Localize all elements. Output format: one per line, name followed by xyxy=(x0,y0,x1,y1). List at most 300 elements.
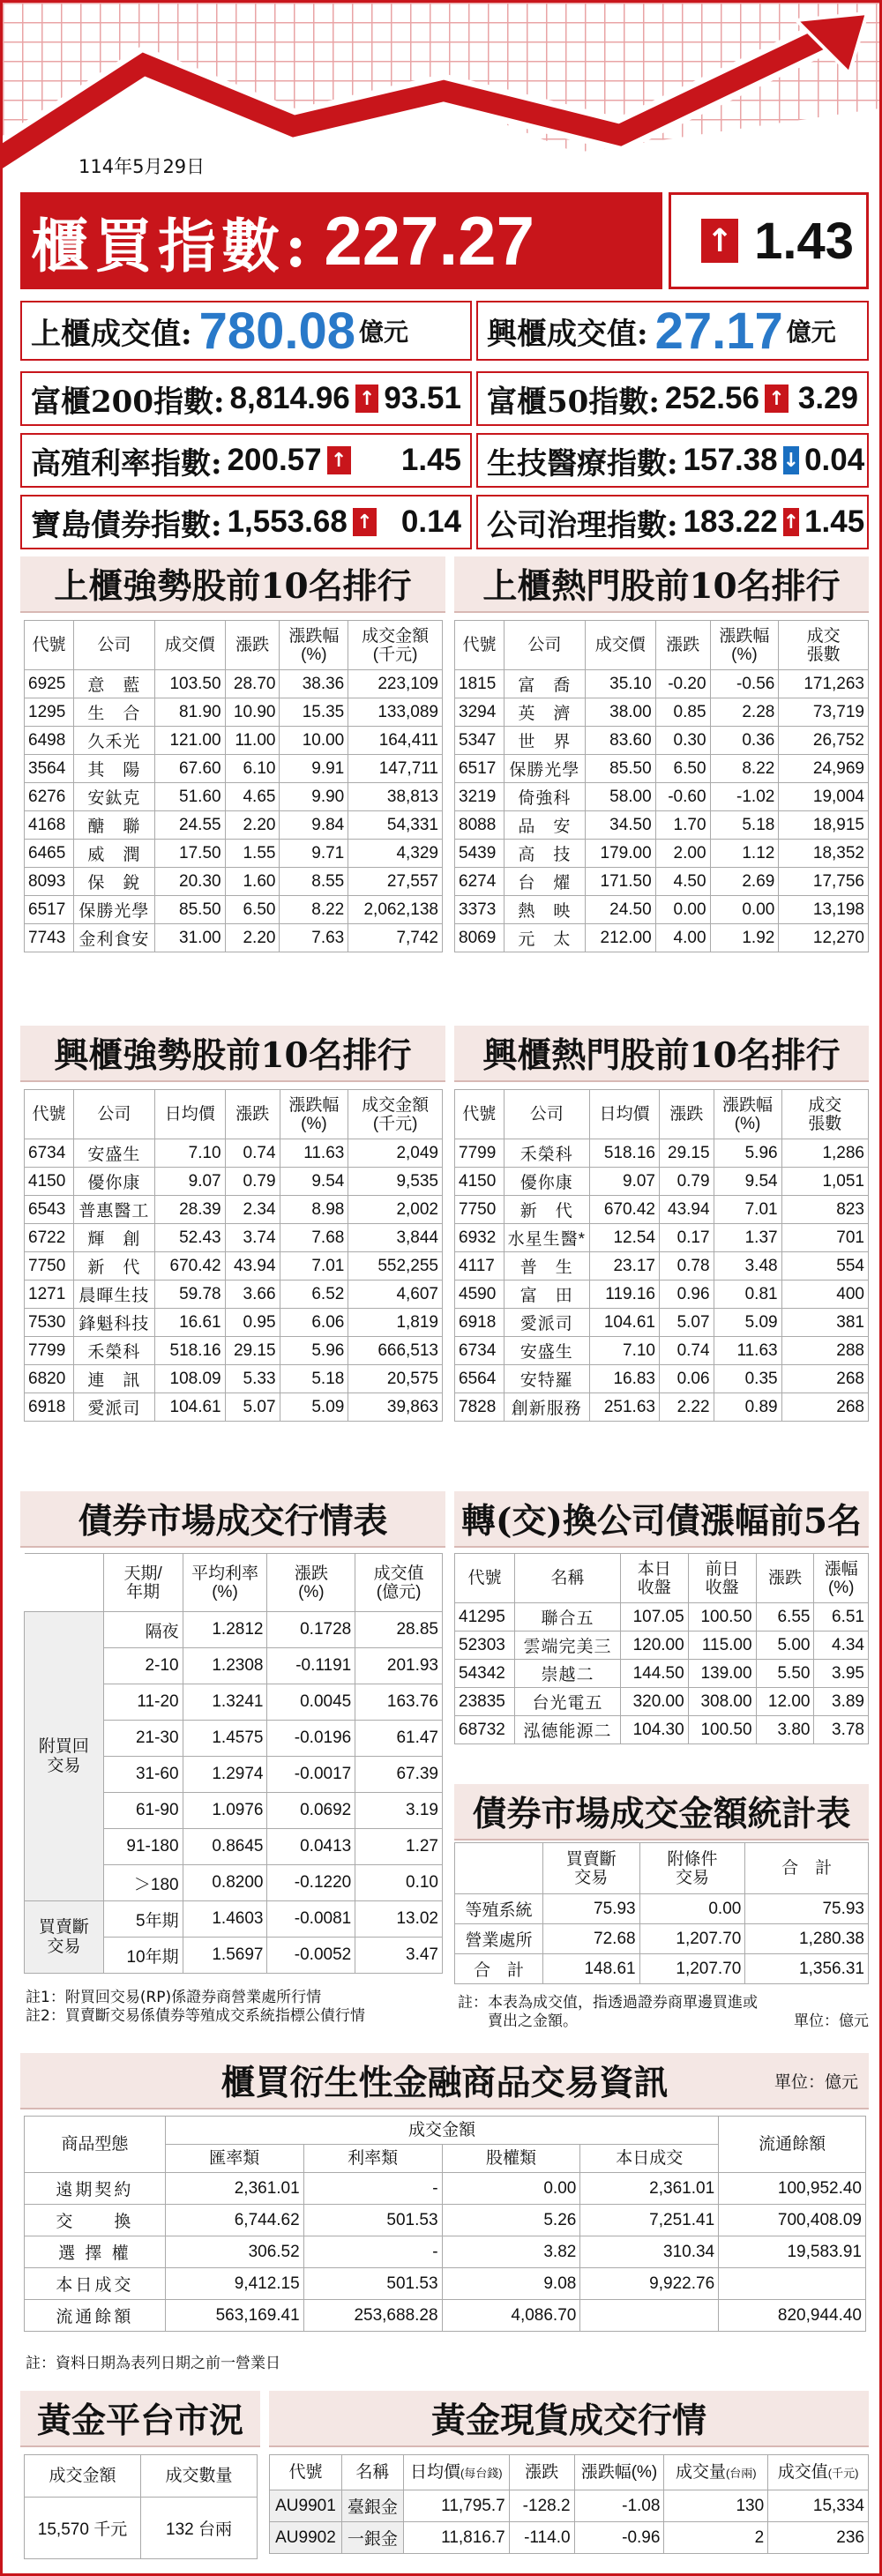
table-cell: 10年期 xyxy=(103,1938,183,1974)
table-cell: 6,744.62 xyxy=(165,2205,303,2236)
table-cell: 670.42 xyxy=(590,1196,660,1224)
table-cell: 5.09 xyxy=(714,1309,781,1337)
otc-index-value: 227.27 xyxy=(324,201,534,280)
column-header: 公司 xyxy=(73,621,154,670)
table-cell: 13.02 xyxy=(355,1901,443,1938)
table-cell: 0.36 xyxy=(710,727,779,755)
column-header: 漲幅 (%) xyxy=(814,1554,869,1603)
column-header: 名稱 xyxy=(515,1554,621,1603)
table-row xyxy=(455,1281,869,1309)
table-cell: 108.09 xyxy=(154,1365,225,1393)
table-cell: 164,411 xyxy=(348,727,443,755)
index-row xyxy=(476,433,869,488)
table-cell: 2,049 xyxy=(348,1139,443,1168)
table-cell: 20,575 xyxy=(348,1365,443,1393)
table-cell: 28.70 xyxy=(225,670,280,698)
report-date: 114年5月29日 xyxy=(78,156,206,177)
table-cell: 新 代 xyxy=(73,1252,154,1281)
column-header: 公司 xyxy=(504,621,585,670)
table-cell: 8.98 xyxy=(280,1196,348,1224)
table-cell: 72.68 xyxy=(542,1924,639,1954)
table-cell: 23.17 xyxy=(590,1252,660,1281)
table-cell: 9,535 xyxy=(348,1168,443,1196)
table-cell: 0.0413 xyxy=(267,1829,355,1865)
table-cell: 0.96 xyxy=(659,1281,714,1309)
bond-market-table xyxy=(24,1553,443,1974)
table-cell: 0.81 xyxy=(714,1281,781,1309)
table-cell: 3564 xyxy=(25,755,74,783)
table-cell: 0.0045 xyxy=(267,1684,355,1721)
index-value: 8,814.96 xyxy=(229,381,350,415)
column-header: 本日成交 xyxy=(580,2145,719,2173)
table-cell: 148.61 xyxy=(542,1954,639,1984)
table-cell: 1,280.38 xyxy=(745,1924,869,1954)
table-row xyxy=(25,2268,866,2300)
index-value: 157.38 xyxy=(683,443,778,477)
table-row xyxy=(455,1168,869,1196)
table-cell: 元 太 xyxy=(504,924,585,952)
table-cell: 6932 xyxy=(455,1224,505,1252)
table-cell: 133,089 xyxy=(348,698,443,727)
table-cell: 59.78 xyxy=(154,1281,225,1309)
table-cell: 0.00 xyxy=(639,1894,745,1924)
table-cell: 31-60 xyxy=(103,1757,183,1793)
bond-stats-notes xyxy=(458,1994,869,2031)
table-cell: 4150 xyxy=(25,1168,74,1196)
table-cell: 12.54 xyxy=(590,1224,660,1252)
column-header: 日均價(每台錢) xyxy=(403,2455,509,2490)
table-cell: 營業處所 xyxy=(455,1924,543,1954)
table-cell: 147,711 xyxy=(348,755,443,783)
table-cell: 0.17 xyxy=(659,1224,714,1252)
table-cell: 27,557 xyxy=(348,868,443,896)
table-cell: 優你康 xyxy=(504,1168,589,1196)
bond-stats-unit: 單位：億元 xyxy=(794,2012,869,2030)
table-cell: 保 銳 xyxy=(73,868,154,896)
table-row xyxy=(25,811,443,840)
table-cell: 171.50 xyxy=(585,868,655,896)
table-cell: 7.10 xyxy=(590,1337,660,1365)
table-cell: 13,198 xyxy=(779,896,869,924)
table-row xyxy=(455,840,869,868)
index-value: 183.22 xyxy=(683,504,778,539)
table-row xyxy=(455,755,869,783)
table-cell: 11-20 xyxy=(103,1684,183,1721)
table-cell: 35.10 xyxy=(585,670,655,698)
table-cell: 7750 xyxy=(455,1196,505,1224)
table-cell: 6498 xyxy=(25,727,74,755)
column-header: 成交價 xyxy=(154,621,225,670)
table-cell: 236 xyxy=(768,2522,869,2554)
table-cell: 7799 xyxy=(25,1337,74,1365)
table-cell: 8093 xyxy=(25,868,74,896)
table-cell: 17.50 xyxy=(154,840,225,868)
table-cell: 合 計 xyxy=(455,1954,543,1984)
table-row xyxy=(25,1224,443,1252)
table-cell: 愛派司 xyxy=(73,1393,154,1422)
column-header: 漲跌 xyxy=(756,1554,814,1603)
table-cell: 41295 xyxy=(455,1603,515,1631)
table-cell xyxy=(580,2300,719,2332)
table-cell: 91-180 xyxy=(103,1829,183,1865)
table-cell: 15.35 xyxy=(280,698,348,727)
table-cell: 3.82 xyxy=(442,2236,580,2268)
table-cell: 39,863 xyxy=(348,1393,443,1422)
table-row xyxy=(455,1393,869,1422)
table-cell: 3.19 xyxy=(355,1793,443,1829)
column-header: 漲跌 xyxy=(225,621,280,670)
table-cell: 381 xyxy=(781,1309,868,1337)
column-header: 本日 收盤 xyxy=(620,1554,688,1603)
table-cell: 7,251.41 xyxy=(580,2205,719,2236)
group-label: 附買回 交易 xyxy=(25,1612,104,1901)
table-row xyxy=(25,1612,443,1648)
table-cell: 禾榮科 xyxy=(73,1337,154,1365)
table-cell: -1.02 xyxy=(710,783,779,811)
table-row xyxy=(25,1281,443,1309)
table-cell: 10.90 xyxy=(225,698,280,727)
table-cell: 2,062,138 xyxy=(348,896,443,924)
table-cell: 1.92 xyxy=(710,924,779,952)
table-cell: 11,816.7 xyxy=(403,2522,509,2554)
table-cell: 11,795.7 xyxy=(403,2490,509,2522)
table-row xyxy=(25,698,443,727)
table-cell: 9.54 xyxy=(714,1168,781,1196)
table-cell: 威 潤 xyxy=(73,840,154,868)
table-cell: 5.96 xyxy=(714,1139,781,1168)
column-header: 成交金額 (千元) xyxy=(348,621,443,670)
table-cell: 171,263 xyxy=(779,670,869,698)
table-cell: 5347 xyxy=(455,727,505,755)
hero-banner xyxy=(3,3,879,190)
table-cell: 1,286 xyxy=(781,1139,868,1168)
table-cell: 9.71 xyxy=(280,840,348,868)
table-cell: 0.00 xyxy=(710,896,779,924)
table-cell: 6.55 xyxy=(756,1603,814,1631)
table-cell: 5.50 xyxy=(756,1660,814,1688)
table-cell: 85.50 xyxy=(585,755,655,783)
table-cell: 4150 xyxy=(455,1168,505,1196)
table-cell: 生 合 xyxy=(73,698,154,727)
table-cell: 31.00 xyxy=(154,924,225,952)
table-cell: 安鈦克 xyxy=(73,783,154,811)
index-value: 200.57 xyxy=(227,443,322,477)
table-cell: 9.90 xyxy=(280,783,348,811)
table-cell: 0.74 xyxy=(225,1139,280,1168)
table-cell xyxy=(719,2268,866,2300)
table-cell: 16.83 xyxy=(590,1365,660,1393)
gold-spot-title: 黃金現貨成交行情 xyxy=(269,2391,869,2447)
table-cell: 8.55 xyxy=(280,868,348,896)
table-row xyxy=(25,1365,443,1393)
table-cell: 820,944.40 xyxy=(719,2300,866,2332)
table-row xyxy=(455,1196,869,1224)
table-cell: 1.5697 xyxy=(183,1938,267,1974)
table-cell: 518.16 xyxy=(590,1139,660,1168)
convertible-table xyxy=(454,1553,869,1744)
table-cell: 1,207.70 xyxy=(639,1954,745,1984)
table-cell: 6517 xyxy=(25,896,74,924)
table-cell: 安盛生 xyxy=(73,1139,154,1168)
table-cell: 20.30 xyxy=(154,868,225,896)
table-cell: 823 xyxy=(781,1196,868,1224)
table-cell: 品 安 xyxy=(504,811,585,840)
table-cell: 2.34 xyxy=(225,1196,280,1224)
table-cell: -0.0052 xyxy=(267,1938,355,1974)
table-cell: 1,356.31 xyxy=(745,1954,869,1984)
table-cell: 67.60 xyxy=(154,755,225,783)
table-cell: 1815 xyxy=(455,670,505,698)
table-row xyxy=(25,2498,258,2559)
table-cell: 11.63 xyxy=(280,1139,348,1168)
table-cell: 6925 xyxy=(25,670,74,698)
table-cell: 4.00 xyxy=(655,924,710,952)
table-cell: 新 代 xyxy=(504,1196,589,1224)
table-cell: 85.50 xyxy=(154,896,225,924)
table-cell: 38.00 xyxy=(585,698,655,727)
table-cell: 1,051 xyxy=(781,1168,868,1196)
otc-hot-table xyxy=(454,620,869,952)
table-cell: 1.2308 xyxy=(183,1648,267,1684)
table-cell: 3.89 xyxy=(814,1688,869,1716)
table-cell: 2.22 xyxy=(659,1393,714,1422)
table-cell: 6.50 xyxy=(655,755,710,783)
table-cell: 268 xyxy=(781,1365,868,1393)
table-cell: 5.00 xyxy=(756,1631,814,1660)
table-cell: 9.07 xyxy=(590,1168,660,1196)
table-cell: 34.50 xyxy=(585,811,655,840)
table-cell: 1.12 xyxy=(710,840,779,868)
table-cell: 554 xyxy=(781,1252,868,1281)
table-cell: 久禾光 xyxy=(73,727,154,755)
table-cell: 1.4603 xyxy=(183,1901,267,1938)
table-row xyxy=(455,1224,869,1252)
table-cell: 0.00 xyxy=(442,2173,580,2205)
table-cell: 1,819 xyxy=(348,1309,443,1337)
table-cell: 223,109 xyxy=(348,670,443,698)
table-row xyxy=(455,811,869,840)
table-cell: 0.85 xyxy=(655,698,710,727)
gold-platform-title: 黃金平台市況 xyxy=(20,2391,260,2447)
index-value: 1,553.68 xyxy=(227,504,348,539)
column-header: 公司 xyxy=(504,1090,589,1139)
table-cell: -0.60 xyxy=(655,783,710,811)
table-cell: 7750 xyxy=(25,1252,74,1281)
table-cell: 120.00 xyxy=(620,1631,688,1660)
table-cell: 163.76 xyxy=(355,1684,443,1721)
column-header: 漲跌 xyxy=(659,1090,714,1139)
table-row xyxy=(455,727,869,755)
table-cell: 6274 xyxy=(455,868,505,896)
table-cell: 670.42 xyxy=(154,1252,225,1281)
table-cell: 19,583.91 xyxy=(719,2236,866,2268)
table-row xyxy=(25,2173,866,2205)
table-cell: 15,334 xyxy=(768,2490,869,2522)
table-cell: 1.2974 xyxy=(183,1757,267,1793)
table-cell: 552,255 xyxy=(348,1252,443,1281)
table-cell: 交 換 xyxy=(25,2205,166,2236)
column-header: 公司 xyxy=(73,1090,154,1139)
table-row xyxy=(25,783,443,811)
table-cell: 51.60 xyxy=(154,783,225,811)
table-cell: 金利食安 xyxy=(73,924,154,952)
table-cell: 121.00 xyxy=(154,727,225,755)
table-cell: 38.36 xyxy=(280,670,348,698)
table-cell: 0.30 xyxy=(655,727,710,755)
table-cell: -0.1220 xyxy=(267,1865,355,1901)
table-cell: 4.34 xyxy=(814,1631,869,1660)
table-cell: 43.94 xyxy=(659,1196,714,1224)
table-cell: 563,169.41 xyxy=(165,2300,303,2332)
table-row xyxy=(455,1688,869,1716)
column-header: 代號 xyxy=(455,621,505,670)
table-cell: 9.08 xyxy=(442,2268,580,2300)
table-cell: 306.52 xyxy=(165,2236,303,2268)
table-cell: 富 喬 xyxy=(504,670,585,698)
table-cell: 7.68 xyxy=(280,1224,348,1252)
table-cell: 61.47 xyxy=(355,1721,443,1757)
column-header: 日均價 xyxy=(154,1090,225,1139)
table-cell: 6820 xyxy=(25,1365,74,1393)
column-header: 商品型態 xyxy=(25,2117,166,2173)
table-row xyxy=(25,1252,443,1281)
otc-index-change-value: 1.43 xyxy=(754,212,854,270)
table-cell: 9.84 xyxy=(280,811,348,840)
table-cell: 晨暉生技 xyxy=(73,1281,154,1309)
column-header: 成交值(千元) xyxy=(768,2455,869,2490)
table-cell: 132 台兩 xyxy=(141,2498,258,2559)
table-cell: 67.39 xyxy=(355,1757,443,1793)
table-row xyxy=(25,840,443,868)
table-cell: 7743 xyxy=(25,924,74,952)
otc-turnover-value: 780.08 xyxy=(198,302,355,360)
table-cell: 6.06 xyxy=(280,1309,348,1337)
index-label: 高殖利率指數: xyxy=(31,445,222,482)
table-cell: 5.09 xyxy=(280,1393,348,1422)
table-row xyxy=(455,1337,869,1365)
table-cell: 38,813 xyxy=(348,783,443,811)
table-cell: 3.95 xyxy=(814,1660,869,1688)
table-cell: 聯合五 xyxy=(515,1603,621,1631)
table-row xyxy=(455,1924,869,1954)
table-cell: 4,329 xyxy=(348,840,443,868)
table-cell: 連 訊 xyxy=(73,1365,154,1393)
table-cell: 5.33 xyxy=(225,1365,280,1393)
arrow-up-icon: ↑ xyxy=(783,508,799,536)
table-cell: 501.53 xyxy=(303,2205,442,2236)
table-cell: 6918 xyxy=(25,1393,74,1422)
gold-spot-table xyxy=(269,2454,869,2554)
column-header: 成交 張數 xyxy=(779,621,869,670)
table-cell: 24,969 xyxy=(779,755,869,783)
index-row xyxy=(20,495,472,549)
table-cell: 9.07 xyxy=(154,1168,225,1196)
arrow-down-icon: ↓ xyxy=(783,446,799,474)
otc-strong-title: 上櫃強勢股前10名排行 xyxy=(20,556,445,613)
table-row xyxy=(270,2490,869,2522)
table-row xyxy=(455,1660,869,1688)
table-row xyxy=(25,1901,443,1938)
table-cell: 0.89 xyxy=(714,1393,781,1422)
table-cell: 3373 xyxy=(455,896,505,924)
emerging-hot-table xyxy=(454,1089,869,1422)
table-cell: 3294 xyxy=(455,698,505,727)
table-cell: 1295 xyxy=(25,698,74,727)
column-header: 名稱 xyxy=(341,2455,403,2490)
table-cell: 1.37 xyxy=(714,1224,781,1252)
table-cell: 700,408.09 xyxy=(719,2205,866,2236)
table-cell: 0.1728 xyxy=(267,1612,355,1648)
emerging-strong-title: 興櫃強勢股前10名排行 xyxy=(20,1026,445,1082)
table-cell: 0.79 xyxy=(225,1168,280,1196)
arrow-up-icon: ↑ xyxy=(355,385,379,413)
table-row xyxy=(455,1631,869,1660)
table-row xyxy=(455,1139,869,1168)
derivatives-title-text: 櫃買衍生性金融商品交易資訊 xyxy=(220,2063,669,2103)
table-cell: 1.3241 xyxy=(183,1684,267,1721)
table-cell: 等殖系統 xyxy=(455,1894,543,1924)
table-cell: 103.50 xyxy=(154,670,225,698)
column-header: 漲跌幅 (%) xyxy=(710,621,779,670)
table-cell: 0.8200 xyxy=(183,1865,267,1901)
table-cell: 43.94 xyxy=(225,1252,280,1281)
column-header: 漲跌 (%) xyxy=(267,1554,355,1612)
table-cell: 29.15 xyxy=(659,1139,714,1168)
table-cell: 0.35 xyxy=(714,1365,781,1393)
index-label: 生技醫療指數: xyxy=(487,445,678,482)
table-cell: 高 技 xyxy=(504,840,585,868)
table-cell: 保勝光學 xyxy=(504,755,585,783)
column-header: 漲跌 xyxy=(225,1090,280,1139)
table-cell: 75.93 xyxy=(745,1894,869,1924)
table-cell: 6564 xyxy=(455,1365,505,1393)
table-cell: 8.22 xyxy=(280,896,348,924)
table-cell: 81.90 xyxy=(154,698,225,727)
index-value: 252.56 xyxy=(664,381,759,415)
table-cell: 5.96 xyxy=(280,1337,348,1365)
table-cell: 7.01 xyxy=(714,1196,781,1224)
bond-stats-note-1: 註：本表為成交值，指透過證券商單邊買進或 xyxy=(458,1994,758,2012)
table-row xyxy=(25,1309,443,1337)
table-cell: 1.27 xyxy=(355,1829,443,1865)
column-header: 成交 張數 xyxy=(781,1090,868,1139)
table-cell: 212.00 xyxy=(585,924,655,952)
otc-turnover-label: 上櫃成交值: xyxy=(31,316,192,352)
table-cell: - xyxy=(303,2173,442,2205)
table-row xyxy=(25,2205,866,2236)
table-cell: 130 xyxy=(664,2490,768,2522)
table-cell: 1.4575 xyxy=(183,1721,267,1757)
table-cell: 4,086.70 xyxy=(442,2300,580,2332)
table-cell: 7.10 xyxy=(154,1139,225,1168)
table-cell: 2.20 xyxy=(225,924,280,952)
arrow-up-icon: ↑ xyxy=(701,219,738,263)
table-cell: 3,844 xyxy=(348,1224,443,1252)
table-cell: 68732 xyxy=(455,1716,515,1744)
table-cell: 5.18 xyxy=(280,1365,348,1393)
table-cell: 7.01 xyxy=(280,1252,348,1281)
column-header: 漲跌幅 (%) xyxy=(280,621,348,670)
table-cell: 54,331 xyxy=(348,811,443,840)
table-cell: 11.63 xyxy=(714,1337,781,1365)
table-cell: 115.00 xyxy=(688,1631,756,1660)
table-cell: 18,915 xyxy=(779,811,869,840)
table-cell: 臺銀金 xyxy=(341,2490,403,2522)
table-cell: 4.50 xyxy=(655,868,710,896)
table-row xyxy=(455,1894,869,1924)
column-header: 匯率類 xyxy=(165,2145,303,2173)
column-header: 股權類 xyxy=(442,2145,580,2173)
